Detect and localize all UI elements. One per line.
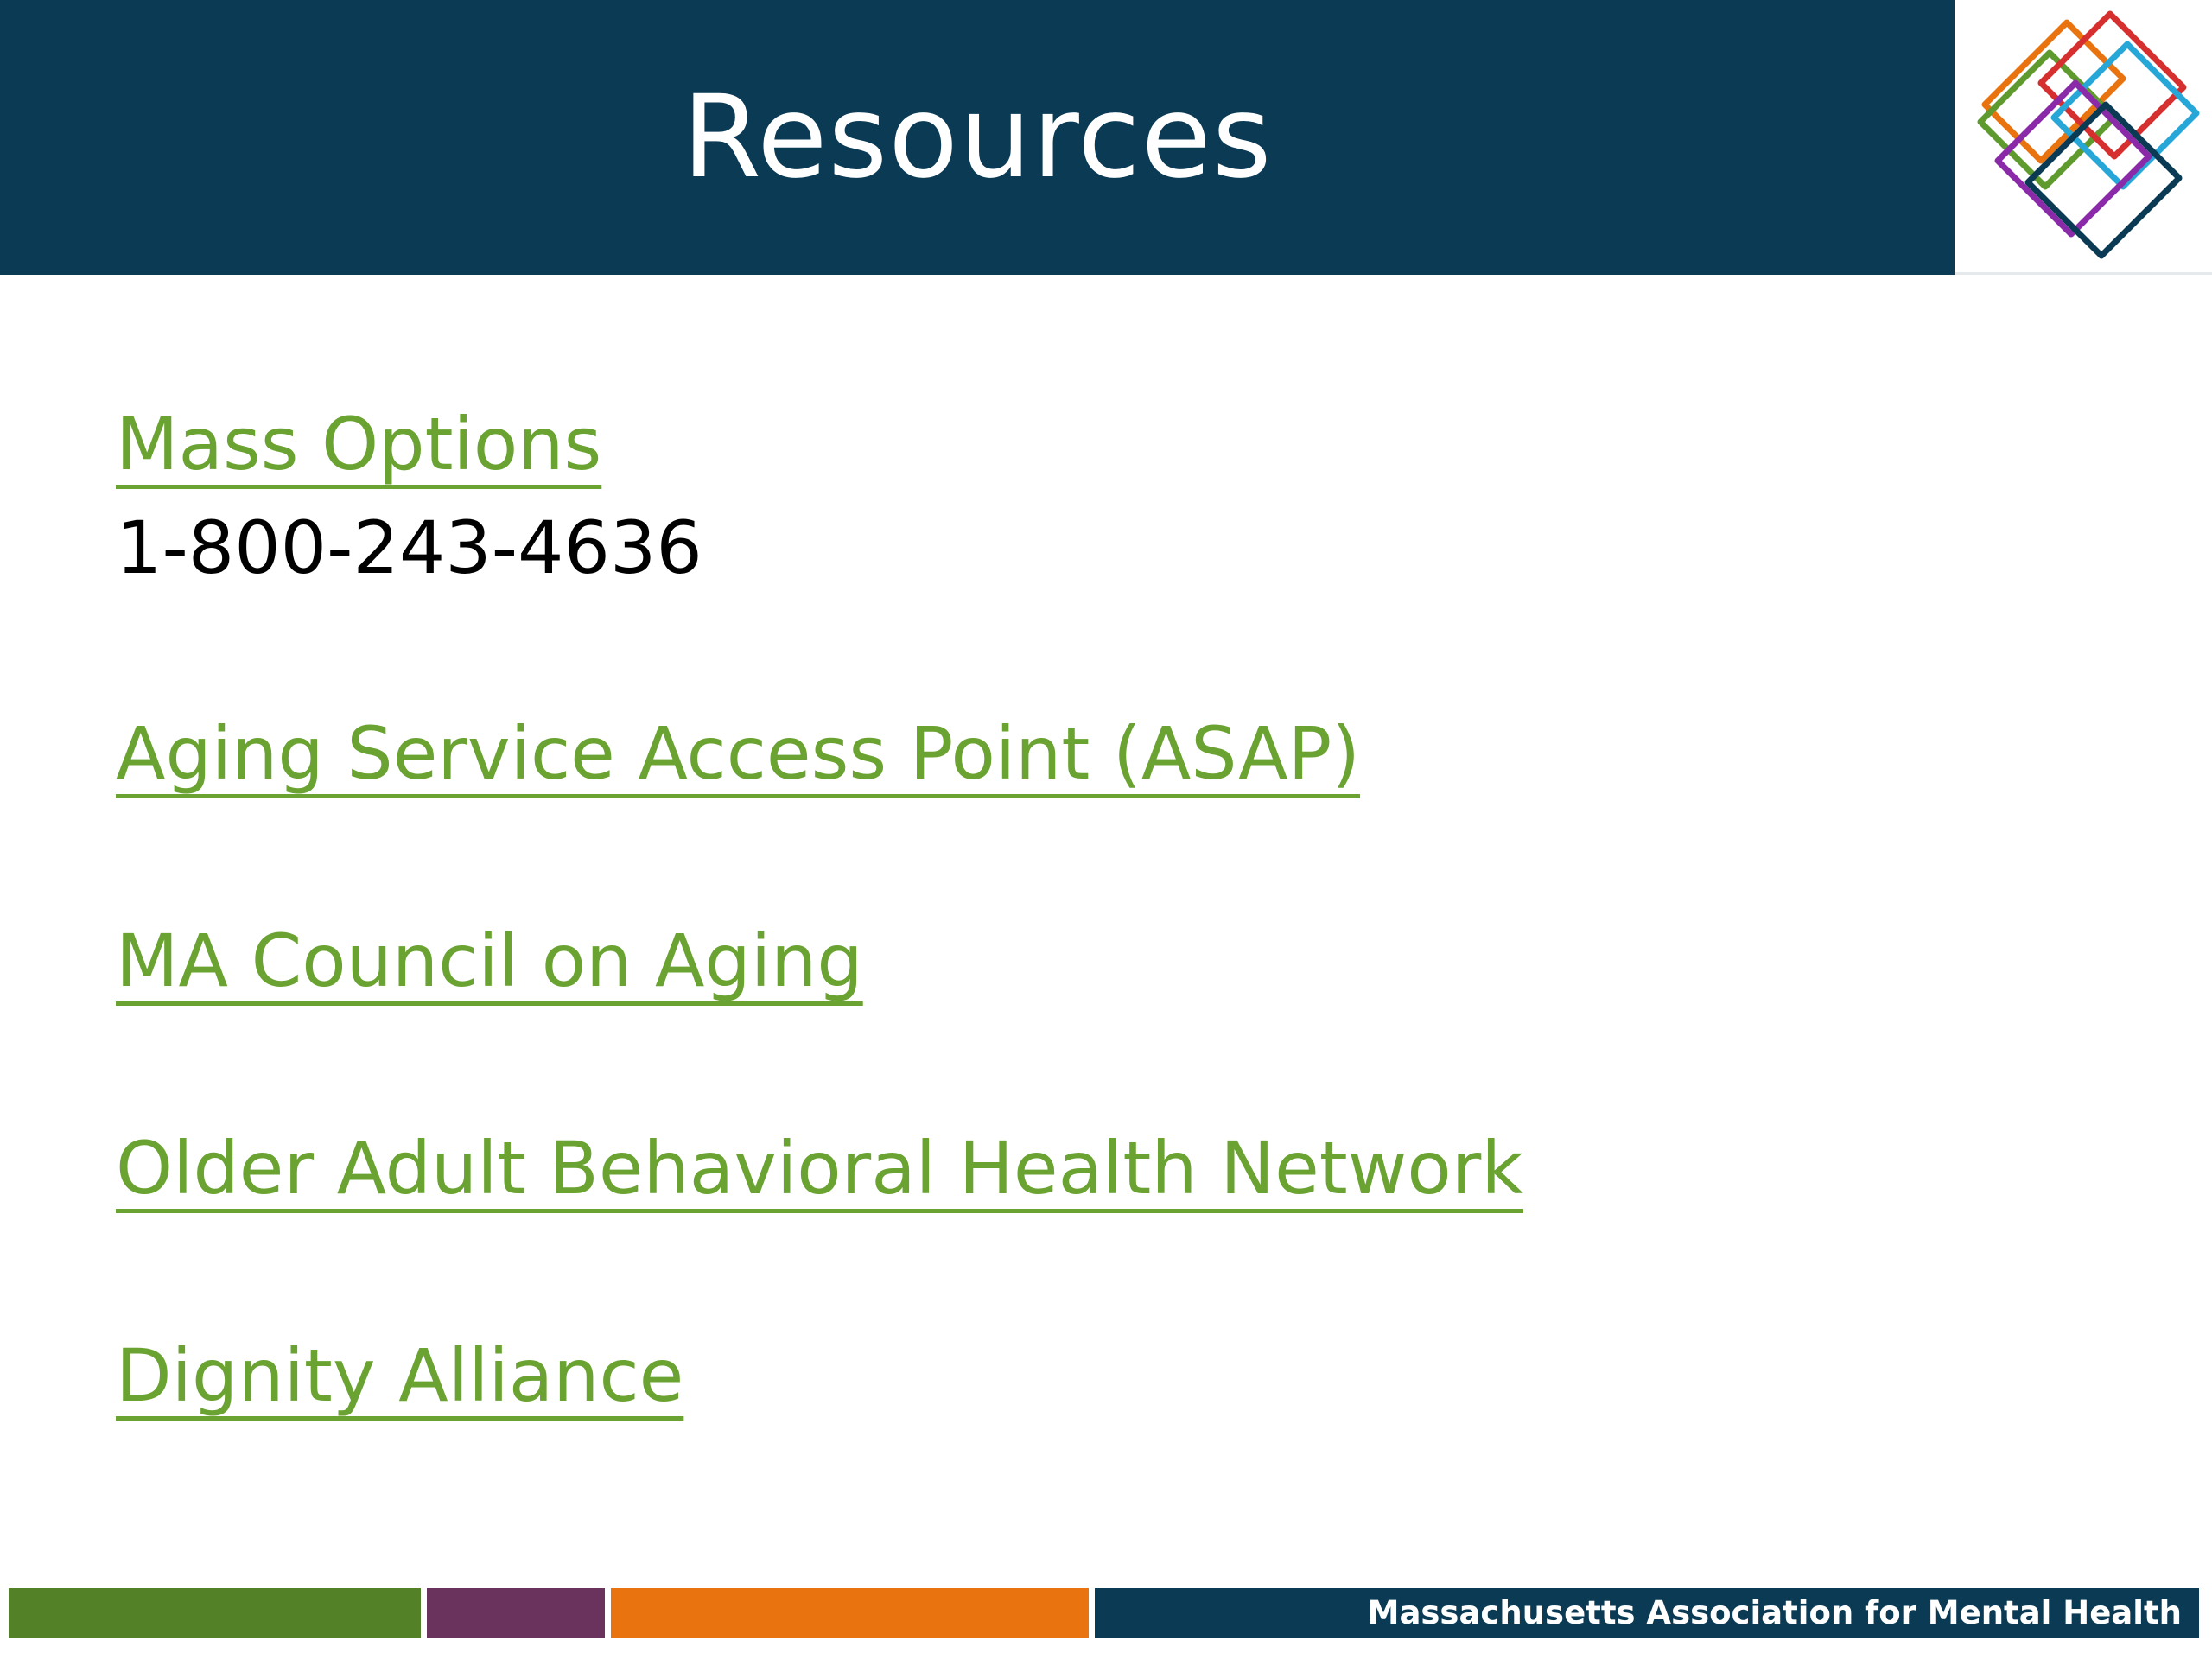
asap-link[interactable]: Aging Service Access Point (ASAP)	[116, 711, 1361, 796]
spacer	[116, 1220, 2017, 1324]
footer-navy-segment	[1095, 1588, 2199, 1638]
council-on-aging-link[interactable]: MA Council on Aging	[116, 918, 863, 1003]
page-title: Resources	[682, 71, 1273, 204]
organization-logo	[1955, 0, 2212, 275]
spacer	[116, 600, 2017, 702]
resource-list	[116, 392, 2017, 1427]
interlocking-diamonds-logo-icon	[1963, 5, 2207, 264]
mass-options-phone: 1-800-243-4636	[116, 505, 702, 590]
footer-bar	[9, 1588, 2199, 1638]
footer-orange-segment	[611, 1588, 1089, 1638]
spacer	[116, 805, 2017, 909]
mass-options-link[interactable]: Mass Options	[116, 402, 602, 486]
footer-purple-segment	[427, 1588, 605, 1638]
older-adult-network-link[interactable]: Older Adult Behavioral Health Network	[116, 1126, 1523, 1211]
dignity-alliance-link[interactable]: Dignity Alliance	[116, 1333, 684, 1418]
spacer	[116, 1013, 2017, 1116]
footer-green-segment	[9, 1588, 421, 1638]
footer-organization-name: Massachusetts Association for Mental Health	[1367, 1594, 2182, 1631]
